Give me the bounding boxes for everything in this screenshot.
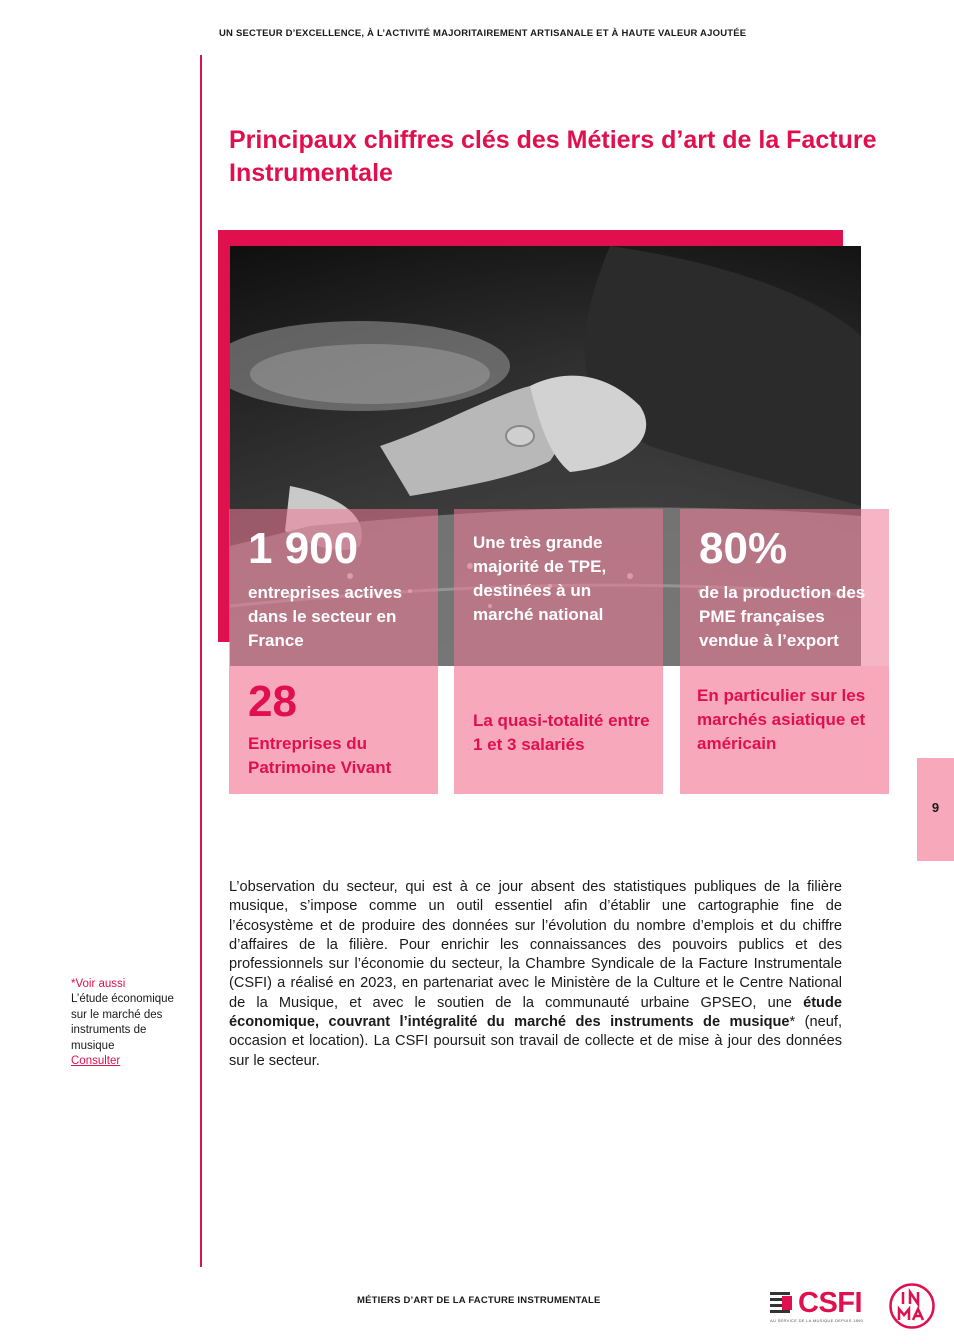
stat-box-export [680, 509, 889, 666]
body-text-part2: * (neuf, occasion et location). La CSFI poursuit son travail de collecte et de mise à jour des données sur le secteur. [229, 1014, 842, 1069]
page-number-tab [917, 758, 954, 861]
stat-number-export: 80% [699, 524, 788, 573]
stat-text-tpe: Une très grande majorité de TPE, destinées à un marché national [473, 533, 607, 624]
body-paragraph [229, 878, 842, 1071]
inma-logo-icon [888, 1282, 936, 1330]
csfi-tagline: AU SERVICE DE LA MUSIQUE DEPUIS 1890 [770, 1318, 864, 1323]
stat-box-markets [680, 666, 889, 794]
stat-text-export: de la production des PME françaises vendue à l’export [699, 583, 866, 650]
running-header: UN SECTEUR D’EXCELLENCE, À L’ACTIVITÉ MAJORITAIREMENT ARTISANALE ET À HAUTE VALEUR AJOUTÉE [219, 28, 747, 39]
csfi-logo-text: CSFI [798, 1287, 863, 1319]
stat-number-companies: 1 900 [248, 524, 359, 573]
sidebar-note [71, 977, 186, 1069]
stat-number-epv: 28 [248, 677, 297, 726]
stat-box-tpe [454, 509, 663, 666]
stat-box-employees [454, 666, 663, 794]
csfi-logo-icon [770, 1290, 794, 1318]
page-title: Principaux chiffres clés des Métiers d’art de la Facture Instrumentale [229, 126, 877, 187]
stat-box-epv [229, 666, 438, 794]
body-text-part1: L’observation du secteur, qui est à ce jour absent des statistiques publiques de la filière musique, s’impose comme un outil essentiel afin d’établir une cartographie fine de l’écosystème et de produire des données sur l’évolution du nombre d’emplois et du chiffre d’affaires de la filière. Pour enrichir les connaissances des pouvoirs publics et des professionnels sur l’économie du secteur, la Chambre Syndicale de la Facture Instrumentale (CSFI) a réalisé en 2023, en partenariat avec le Ministère de la Culture et le Centre National de la Musique, et avec le soutien de la communauté urbaine GPSEO, une [229, 879, 842, 1011]
body-text-bold: étude économique, couvrant l’intégralité du marché des instruments de musique [229, 994, 842, 1031]
footer-title: MÉTIERS D’ART DE LA FACTURE INSTRUMENTALE [357, 1295, 601, 1306]
stat-text-companies: entreprises actives dans le secteur en France [248, 583, 403, 650]
stat-text-epv: Entreprises du Patrimoine Vivant [248, 734, 392, 777]
sidebar-see-also: *Voir aussi [71, 978, 126, 990]
vertical-divider [200, 55, 202, 1267]
stat-text-markets: En particulier sur les marchés asiatique et américain [697, 686, 866, 753]
page-number: 9 [931, 800, 940, 815]
consult-link[interactable]: Consulter [71, 1055, 121, 1068]
stat-text-employees: La quasi-totalité entre 1 et 3 salariés [473, 711, 650, 754]
sidebar-note-text: L’étude économique sur le marché des instruments de musique [71, 993, 174, 1052]
stat-box-companies [229, 509, 438, 666]
csfi-logo [770, 1287, 870, 1323]
